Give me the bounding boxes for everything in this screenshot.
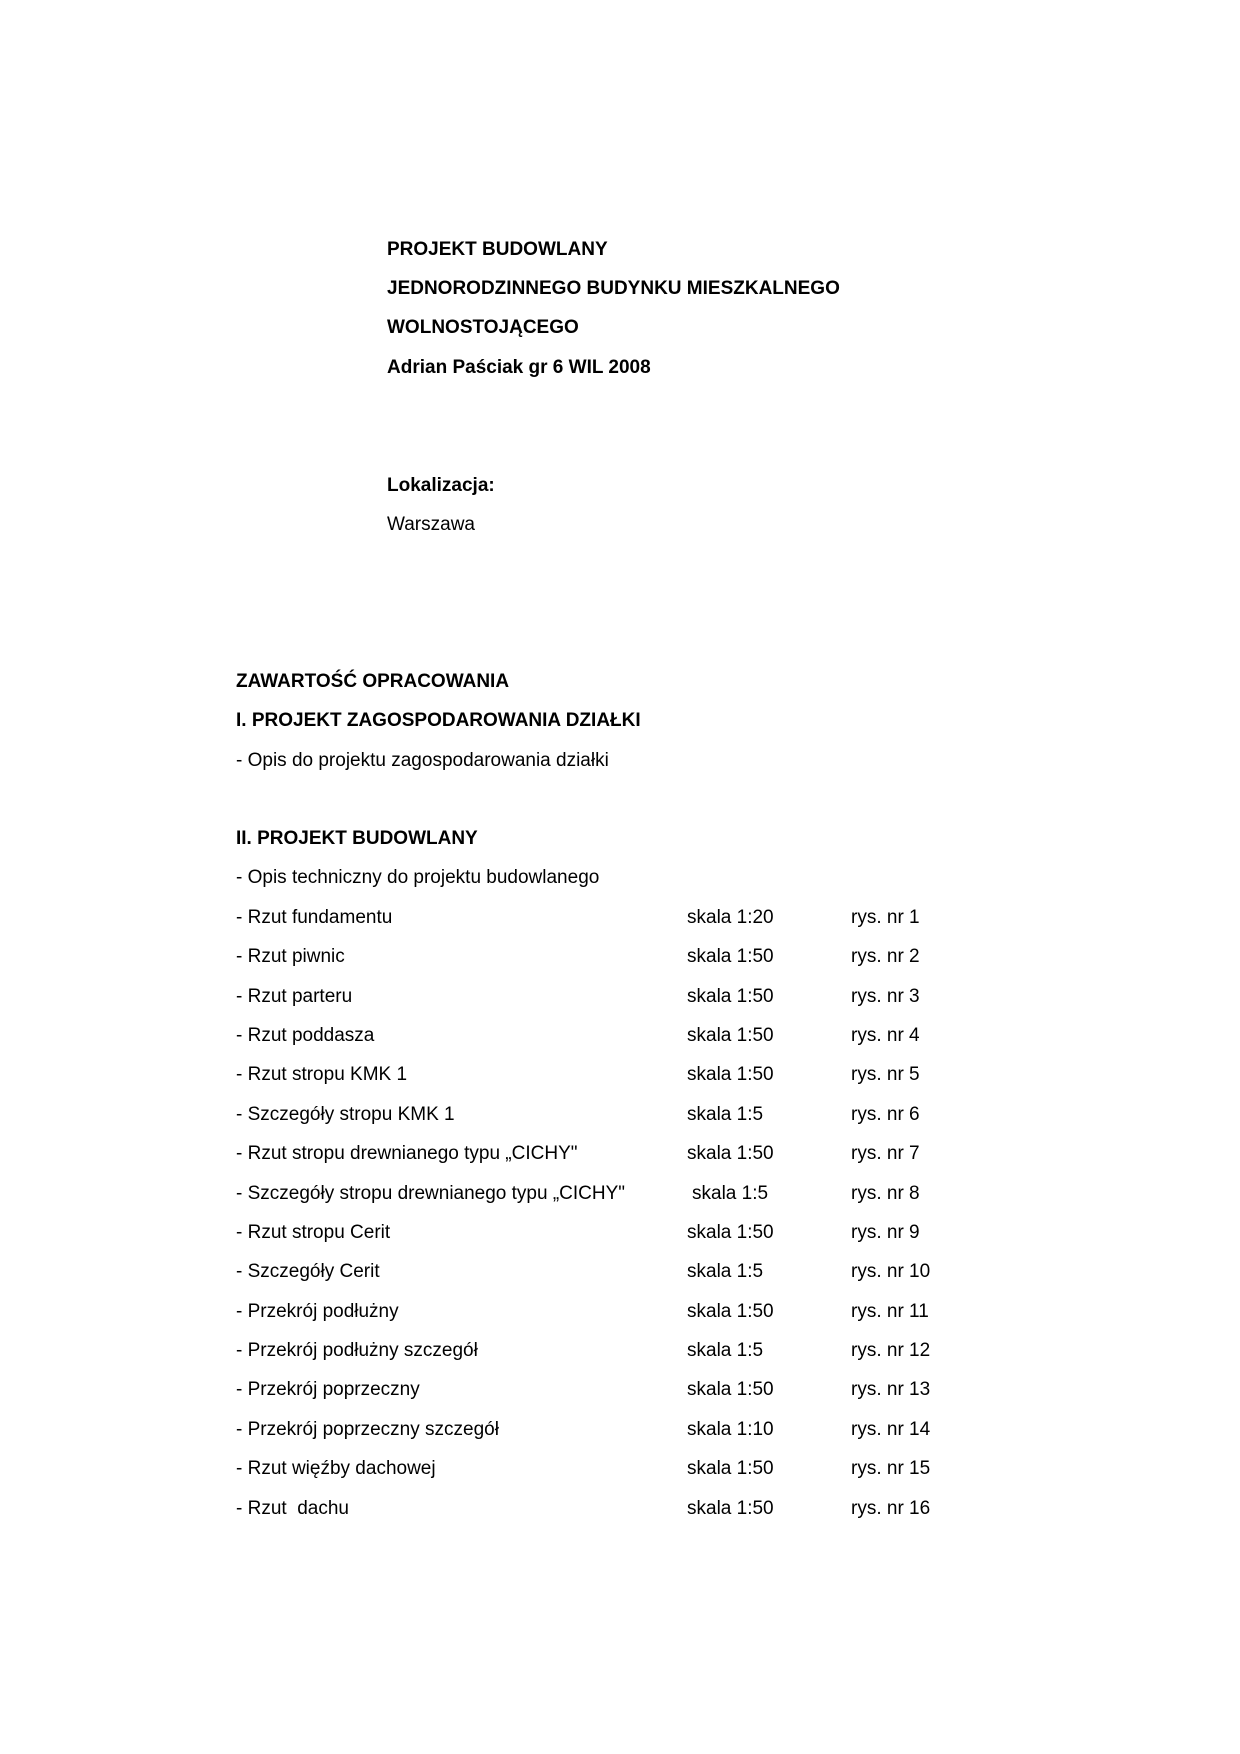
drawing-number: rys. nr 9 bbox=[851, 1222, 920, 1243]
section-2-intro: - Opis techniczny do projektu budowlanego bbox=[236, 867, 600, 888]
drawing-name: - Rzut stropu KMK 1 bbox=[236, 1064, 408, 1085]
drawing-number: rys. nr 2 bbox=[851, 946, 920, 967]
project-subtitle-2: WOLNOSTOJĄCEGO bbox=[387, 317, 579, 338]
drawing-scale: skala 1:50 bbox=[687, 1143, 774, 1164]
drawing-scale: skala 1:5 bbox=[687, 1104, 764, 1125]
drawing-scale: skala 1:50 bbox=[687, 986, 774, 1007]
drawing-number: rys. nr 5 bbox=[851, 1064, 920, 1085]
project-title: PROJEKT BUDOWLANY bbox=[387, 239, 608, 260]
drawing-name: - Rzut poddasza bbox=[236, 1025, 375, 1046]
list-item bbox=[236, 1457, 1036, 1481]
drawing-number: rys. nr 15 bbox=[851, 1458, 931, 1479]
author-line: Adrian Paściak gr 6 WIL 2008 bbox=[387, 357, 651, 378]
list-item bbox=[236, 1024, 1036, 1048]
drawing-name: - Rzut parteru bbox=[236, 986, 353, 1007]
list-item bbox=[236, 1221, 1036, 1245]
drawing-scale: skala 1:50 bbox=[687, 1458, 774, 1479]
section-1-title: I. PROJEKT ZAGOSPODAROWANIA DZIAŁKI bbox=[236, 710, 641, 731]
drawing-name: - Przekrój podłużny bbox=[236, 1301, 399, 1322]
drawing-name: - Rzut stropu Cerit bbox=[236, 1222, 391, 1243]
drawing-name: - Przekrój poprzeczny szczegół bbox=[236, 1419, 499, 1440]
drawing-scale: skala 1:10 bbox=[687, 1419, 774, 1440]
drawing-name: - Rzut piwnic bbox=[236, 946, 345, 967]
drawing-name: - Rzut stropu drewnianego typu „CICHY" bbox=[236, 1143, 578, 1164]
drawing-number: rys. nr 13 bbox=[851, 1379, 931, 1400]
project-subtitle: JEDNORODZINNEGO BUDYNKU MIESZKALNEGO bbox=[387, 278, 840, 299]
list-item bbox=[236, 985, 1036, 1009]
drawing-number: rys. nr 14 bbox=[851, 1419, 931, 1440]
list-item bbox=[236, 1418, 1036, 1442]
drawing-name: - Rzut dachu bbox=[236, 1498, 349, 1519]
drawing-number: rys. nr 11 bbox=[851, 1301, 929, 1322]
drawing-scale: skala 1:50 bbox=[687, 1222, 774, 1243]
list-item bbox=[236, 1300, 1036, 1324]
drawing-number: rys. nr 3 bbox=[851, 986, 920, 1007]
drawing-scale: skala 1:50 bbox=[687, 1379, 774, 1400]
contents-heading: ZAWARTOŚĆ OPRACOWANIA bbox=[236, 671, 510, 692]
drawing-scale: skala 1:50 bbox=[687, 1498, 774, 1519]
drawing-number: rys. nr 8 bbox=[851, 1183, 920, 1204]
drawing-number: rys. nr 7 bbox=[851, 1143, 920, 1164]
list-item bbox=[236, 1142, 1036, 1166]
drawing-scale: skala 1:50 bbox=[687, 1025, 774, 1046]
list-item bbox=[236, 1260, 1036, 1284]
drawing-name: - Przekrój podłużny szczegół bbox=[236, 1340, 478, 1361]
drawing-name: - Rzut więźby dachowej bbox=[236, 1458, 436, 1479]
drawing-scale: skala 1:20 bbox=[687, 907, 774, 928]
drawing-scale: skala 1:5 bbox=[687, 1340, 764, 1361]
drawing-number: rys. nr 4 bbox=[851, 1025, 920, 1046]
list-item bbox=[236, 906, 1036, 930]
drawing-scale: skala 1:50 bbox=[687, 1064, 774, 1085]
section-1-item: - Opis do projektu zagospodarowania działki bbox=[236, 750, 609, 771]
drawing-number: rys. nr 16 bbox=[851, 1498, 931, 1519]
drawing-scale: skala 1:50 bbox=[687, 946, 774, 967]
drawing-number: rys. nr 1 bbox=[851, 907, 920, 928]
location-label: Lokalizacja: bbox=[387, 475, 495, 496]
list-item bbox=[236, 1063, 1036, 1087]
drawing-name: - Szczegóły stropu KMK 1 bbox=[236, 1104, 455, 1125]
list-item bbox=[236, 1103, 1036, 1127]
drawing-number: rys. nr 12 bbox=[851, 1340, 931, 1361]
drawing-name: - Szczegóły Cerit bbox=[236, 1261, 380, 1282]
drawing-name: - Rzut fundamentu bbox=[236, 907, 393, 928]
list-item bbox=[236, 1497, 1036, 1521]
location-value: Warszawa bbox=[387, 514, 475, 535]
drawing-scale: skala 1:50 bbox=[687, 1301, 774, 1322]
list-item bbox=[236, 1182, 1036, 1206]
drawing-number: rys. nr 6 bbox=[851, 1104, 920, 1125]
drawing-scale: skala 1:5 bbox=[692, 1183, 769, 1204]
drawing-scale: skala 1:5 bbox=[687, 1261, 764, 1282]
section-2-title: II. PROJEKT BUDOWLANY bbox=[236, 828, 478, 849]
list-item bbox=[236, 945, 1036, 969]
list-item bbox=[236, 1378, 1036, 1402]
drawing-number: rys. nr 10 bbox=[851, 1261, 931, 1282]
drawing-name: - Szczegóły stropu drewnianego typu „CICHY" bbox=[236, 1183, 626, 1204]
list-item bbox=[236, 1339, 1036, 1363]
drawing-name: - Przekrój poprzeczny bbox=[236, 1379, 420, 1400]
